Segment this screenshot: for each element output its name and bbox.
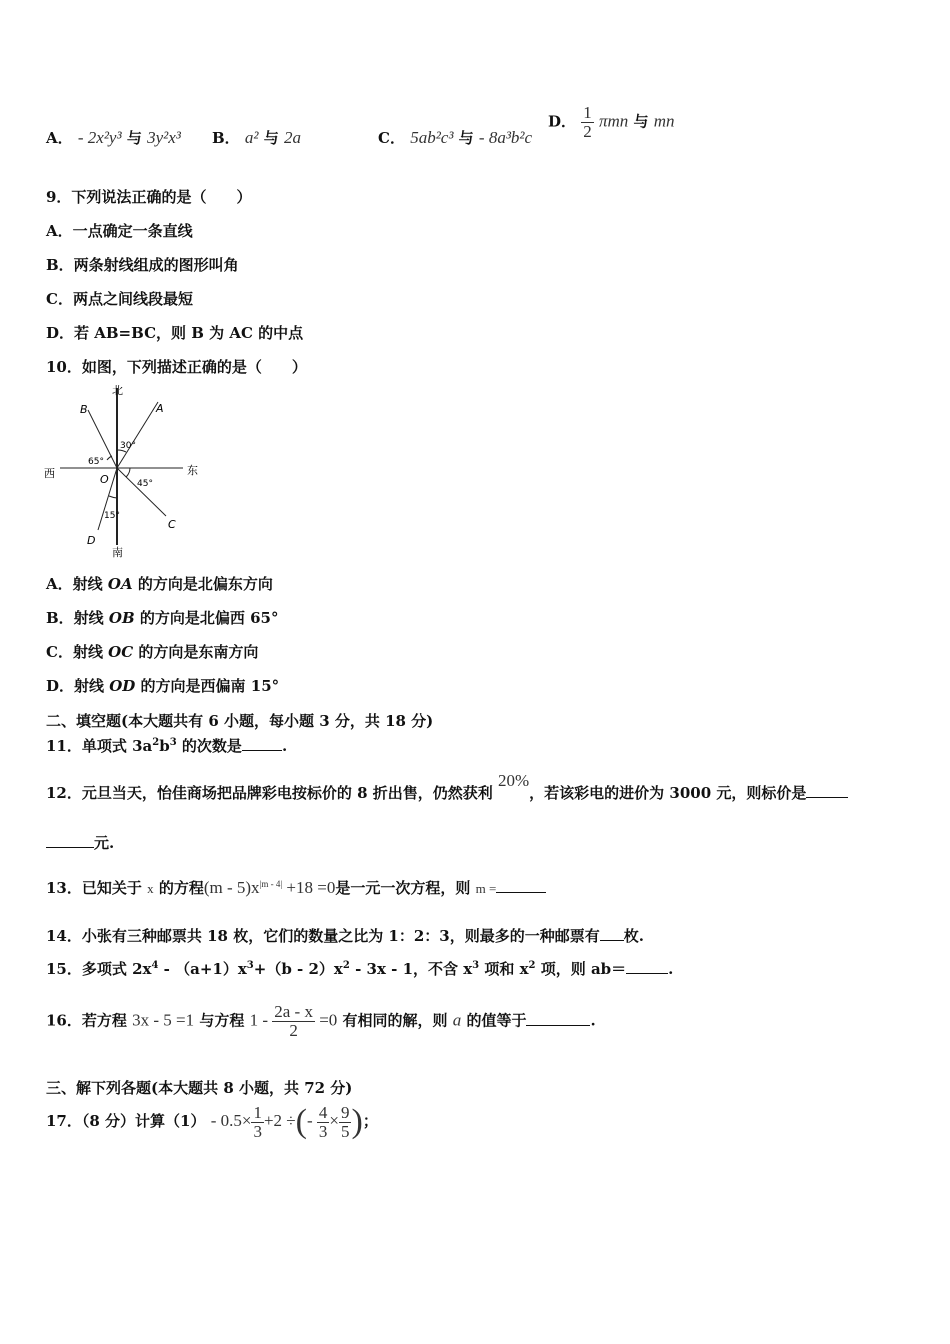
q12 bbox=[46, 771, 848, 803]
q15-text: 项和 x bbox=[479, 960, 529, 978]
option-prefix: A．射线 bbox=[46, 575, 108, 593]
exponent: 3 bbox=[169, 737, 177, 748]
q12-continued bbox=[46, 832, 114, 853]
west-label: 西 bbox=[44, 467, 55, 480]
percent-value: 20% bbox=[497, 771, 530, 790]
option-label: D． bbox=[548, 112, 577, 131]
answer-blank[interactable] bbox=[496, 878, 546, 893]
q9-option-c: C．两点之间线段最短 bbox=[46, 290, 193, 308]
section-2-heading: 二、填空题(本大题共有 6 小题，每小题 3 分，共 18 分) bbox=[46, 712, 434, 730]
q15-text: +（b - 2）x bbox=[253, 960, 343, 978]
exponent: 2 bbox=[528, 960, 536, 971]
equation: 3x - 5 =1 bbox=[132, 1010, 195, 1030]
ray-name: OC bbox=[108, 643, 134, 661]
variable: a bbox=[452, 1010, 462, 1030]
fraction-denominator: 5 bbox=[340, 1121, 350, 1141]
ray-name: OA bbox=[107, 575, 133, 593]
fraction-numerator: 2a - x bbox=[274, 1002, 313, 1021]
fraction bbox=[581, 104, 594, 141]
q9-option-d: D．若 AB=BC，则 B 为 AC 的中点 bbox=[46, 324, 304, 342]
exponent: 2 bbox=[152, 737, 160, 748]
answer-blank[interactable] bbox=[242, 736, 282, 751]
angle-b-label: 65° bbox=[88, 457, 104, 467]
answer-blank[interactable] bbox=[46, 833, 94, 848]
expression-part: +2 ÷ bbox=[263, 1111, 296, 1130]
answer-blank[interactable] bbox=[626, 959, 668, 974]
fraction bbox=[272, 1003, 315, 1040]
section-3-heading: 三、解下列各题(本大题共 8 小题，共 72 分) bbox=[46, 1079, 353, 1097]
right-paren: ) bbox=[351, 1103, 363, 1140]
exponent: 2 bbox=[342, 960, 350, 971]
q15-text: - （a+1）x bbox=[158, 960, 247, 978]
angle-arc-c bbox=[126, 468, 130, 477]
q16-text: . bbox=[590, 1011, 596, 1030]
connector-text: 与 bbox=[263, 129, 279, 147]
connector-text: 与 bbox=[633, 112, 649, 131]
fraction bbox=[339, 1104, 352, 1141]
fraction-numerator: 9 bbox=[340, 1102, 350, 1122]
q10-option-d bbox=[46, 675, 279, 696]
math-expression: πmn bbox=[598, 111, 629, 131]
q12-text: 元. bbox=[94, 834, 115, 852]
ray-name: OD bbox=[109, 677, 136, 695]
q14-text: 枚. bbox=[623, 927, 644, 945]
option-text: 的方向是北偏东方向 bbox=[132, 575, 273, 593]
fraction-denominator: 2 bbox=[583, 122, 592, 141]
option-text: 的方向是东南方向 bbox=[133, 643, 259, 661]
q15 bbox=[46, 958, 673, 979]
north-label: 北 bbox=[112, 384, 123, 397]
east-label: 东 bbox=[187, 464, 198, 477]
math-expression: mn bbox=[653, 111, 675, 131]
q10-option-c bbox=[46, 641, 258, 662]
q9-stem: 9．下列说法正确的是（ ） bbox=[46, 188, 252, 206]
q16-text: 16．若方程 bbox=[46, 1011, 133, 1030]
exponent: 3 bbox=[246, 960, 254, 971]
fraction-numerator: 4 bbox=[318, 1102, 328, 1122]
fraction-denominator: 3 bbox=[253, 1121, 262, 1141]
angle-arc-b bbox=[107, 456, 112, 460]
q11 bbox=[46, 735, 287, 756]
q8-option-b bbox=[212, 127, 301, 148]
option-label: A． bbox=[46, 129, 73, 147]
q16-text: 的值等于 bbox=[461, 1011, 527, 1030]
q13 bbox=[46, 877, 546, 898]
answer-blank[interactable] bbox=[806, 783, 848, 798]
q17 bbox=[46, 1103, 378, 1141]
q14 bbox=[46, 925, 644, 946]
point-c-label: C bbox=[168, 518, 176, 531]
answer-blank[interactable] bbox=[526, 1011, 590, 1026]
math-expression: - 2x²y³ bbox=[77, 128, 122, 147]
math-expression: 2a bbox=[284, 128, 302, 147]
option-prefix: D．射线 bbox=[46, 677, 110, 695]
math-expression: 5ab²c³ bbox=[410, 128, 454, 147]
math-expression: 3y²x³ bbox=[147, 128, 181, 147]
q15-text: 项，则 ab＝ bbox=[535, 960, 627, 978]
exponent: 3 bbox=[472, 960, 480, 971]
option-text: 的方向是北偏西 65° bbox=[134, 609, 279, 627]
answer-blank[interactable] bbox=[600, 926, 624, 941]
fraction-denominator: 3 bbox=[318, 1121, 328, 1141]
option-label: B． bbox=[212, 129, 240, 147]
point-d-label: D bbox=[87, 534, 96, 547]
ray-oa bbox=[117, 402, 158, 468]
ray-oc bbox=[117, 468, 166, 516]
q14-text: 14．小张有三种邮票共 18 枚，它们的数量之比为 1：2：3，则最多的一种邮票有 bbox=[46, 927, 600, 945]
q15-text: . bbox=[668, 960, 674, 978]
exponent: |m - 4| bbox=[259, 879, 283, 889]
q9-option-b: B．两条射线组成的图形叫角 bbox=[46, 256, 239, 274]
q9-option-a: A．一点确定一条直线 bbox=[46, 222, 193, 240]
q16-text: 有相同的解，则 bbox=[337, 1011, 453, 1030]
q13-text: 的方程 bbox=[153, 879, 204, 897]
q17-text: 17．（8 分）计算（1） bbox=[46, 1112, 206, 1130]
expression-part: - bbox=[306, 1111, 317, 1130]
angle-d-label: 15° bbox=[104, 511, 120, 521]
q15-text: - 3x - 1，不含 x bbox=[349, 960, 473, 978]
point-a-label: A bbox=[156, 402, 164, 415]
exponent: 4 bbox=[151, 960, 159, 971]
q16 bbox=[46, 1003, 596, 1040]
equation-part: 1 - bbox=[249, 1010, 273, 1030]
math-expression: a² bbox=[244, 128, 259, 147]
fraction-denominator: 2 bbox=[289, 1021, 298, 1040]
q10-stem: 10．如图，下列描述正确的是（ ） bbox=[46, 358, 307, 376]
fraction-numerator: 1 bbox=[253, 1102, 262, 1122]
fraction bbox=[317, 1104, 330, 1141]
q10-option-b bbox=[46, 607, 278, 628]
q8-option-c bbox=[378, 127, 532, 148]
compass-figure bbox=[40, 380, 210, 560]
q10-option-a bbox=[46, 573, 273, 594]
q8-option-d bbox=[548, 104, 675, 141]
q11-text: b bbox=[159, 737, 170, 755]
equation-part: =0 bbox=[314, 1010, 338, 1030]
fraction bbox=[251, 1104, 264, 1141]
q12-text: ，若该彩电的进价为 3000 元，则标价是 bbox=[529, 784, 807, 802]
q11-text: . bbox=[281, 737, 288, 755]
connector-text: 与 bbox=[458, 129, 474, 147]
option-text: 的方向是西偏南 15° bbox=[135, 677, 280, 695]
equation-part: +18 =0 bbox=[282, 878, 336, 897]
q11-text: 11．单项式 3a bbox=[46, 737, 153, 755]
q15-text: 15．多项式 2x bbox=[46, 960, 152, 978]
option-label: C． bbox=[378, 129, 405, 147]
variable: x bbox=[147, 881, 154, 896]
connector-text: 与 bbox=[126, 129, 142, 147]
expression-part: - 0.5× bbox=[210, 1111, 252, 1130]
angle-c-label: 45° bbox=[137, 479, 153, 489]
fraction-numerator: 1 bbox=[583, 103, 592, 122]
equation-part: (m - 5)x bbox=[203, 878, 260, 897]
left-paren: ( bbox=[295, 1103, 307, 1140]
option-prefix: C．射线 bbox=[46, 643, 109, 661]
q13-text: 是一元一次方程，则 bbox=[335, 879, 476, 897]
option-prefix: B．射线 bbox=[46, 609, 109, 627]
angle-a-label: 30° bbox=[120, 441, 136, 451]
q16-text: 与方程 bbox=[194, 1011, 250, 1030]
south-label: 南 bbox=[112, 546, 123, 559]
point-b-label: B bbox=[80, 403, 88, 416]
q11-text: 的次数是 bbox=[176, 737, 242, 755]
q13-text: 13．已知关于 bbox=[46, 879, 148, 897]
variable-label: m = bbox=[475, 881, 497, 896]
q8-option-a bbox=[46, 127, 181, 148]
point-o-label: O bbox=[100, 473, 109, 486]
math-expression: - 8a³b²c bbox=[478, 128, 533, 147]
expression-part: × bbox=[329, 1111, 339, 1130]
ray-name: OB bbox=[108, 609, 135, 627]
q12-text: 12．元旦当天，怡佳商场把品牌彩电按标价的 8 折出售，仍然获利 bbox=[46, 784, 498, 802]
q17-text: ； bbox=[362, 1112, 378, 1130]
angle-arc-d bbox=[109, 496, 117, 498]
